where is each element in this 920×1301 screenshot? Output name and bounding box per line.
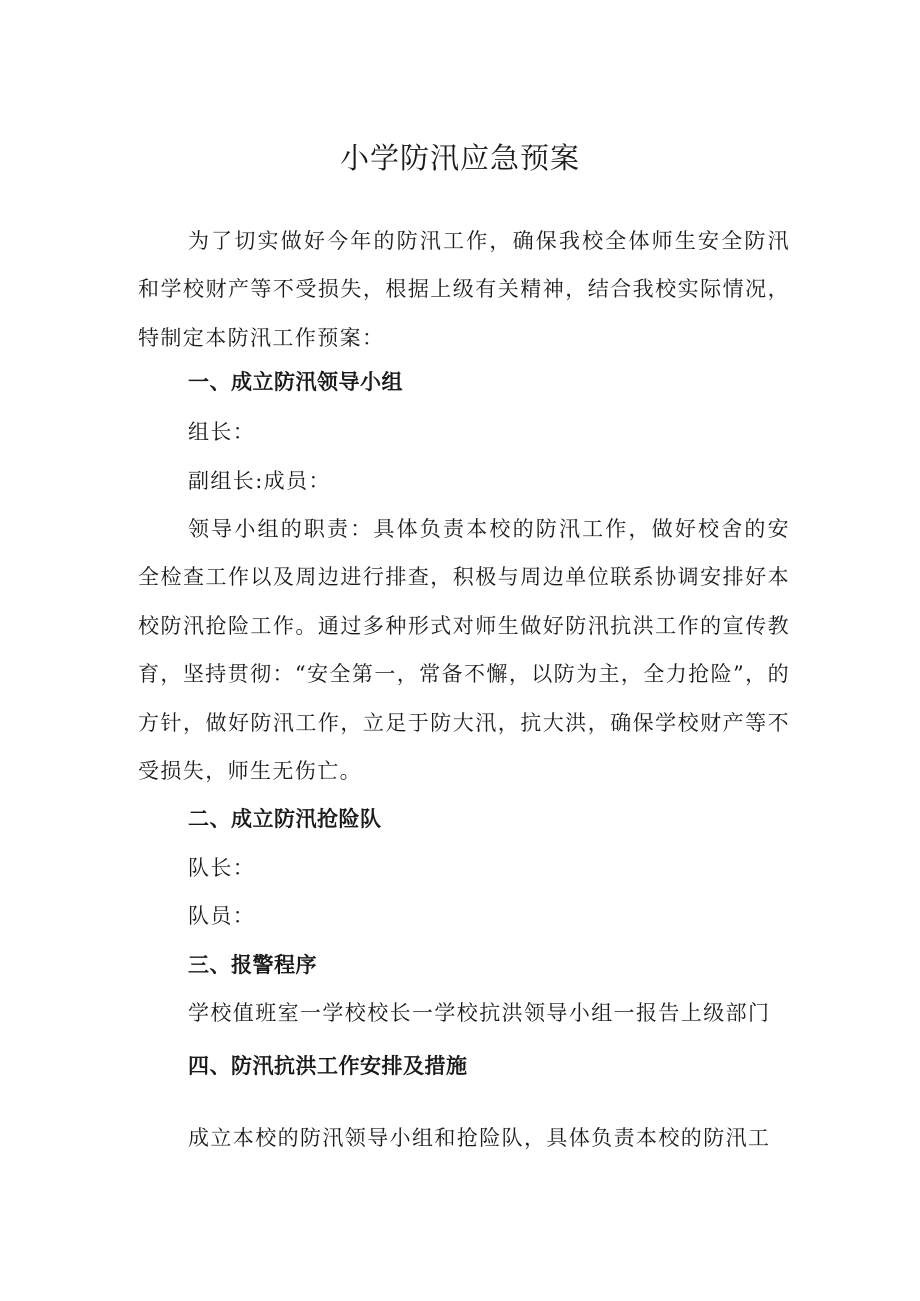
section-heading-2: 二、成立防汛抢险队	[188, 807, 382, 831]
section-heading-3: 三、报警程序	[188, 953, 317, 977]
alarm-procedure: 学校值班室一学校校长一学校抗洪领导小组一报告上级部门	[188, 1001, 771, 1025]
team-members-field: 队员：	[188, 904, 256, 928]
intro-paragraph: 为了切实做好今年的防汛工作，确保我校全体师生安全防汛和学校财产等不受损失，根据上级有关精神，结合我校实际情况，特制定本防汛工作预案：	[138, 229, 790, 350]
section-heading-1: 一、成立防汛领导小组	[188, 370, 403, 394]
section-heading-4: 四、防汛抗洪工作安排及措施	[188, 1054, 468, 1078]
document-title: 小学防汛应急预案	[339, 141, 580, 175]
duties-paragraph: 领导小组的职责：具体负责本校的防汛工作，做好校舍的安全检查工作以及周边进行排查，积极与周边单位联系协调安排好本校防汛抢险工作。通过多种形式对师生做好防汛抗洪工作的宣传教育，坚持贯彻：“安全第一，常备不懈，以防为主，全力抢险”，的方针，做好防汛工作，立足于防大汛，抗大洪，确保学校财产等不受损失，师生无伤亡。	[138, 517, 790, 784]
leader-field: 组长：	[188, 420, 256, 444]
section4-paragraph: 成立本校的防汛领导小组和抢险队，具体负责本校的防汛工	[188, 1126, 771, 1150]
captain-field: 队长：	[188, 856, 256, 880]
deputy-members-field: 副组长:成员：	[188, 469, 331, 493]
